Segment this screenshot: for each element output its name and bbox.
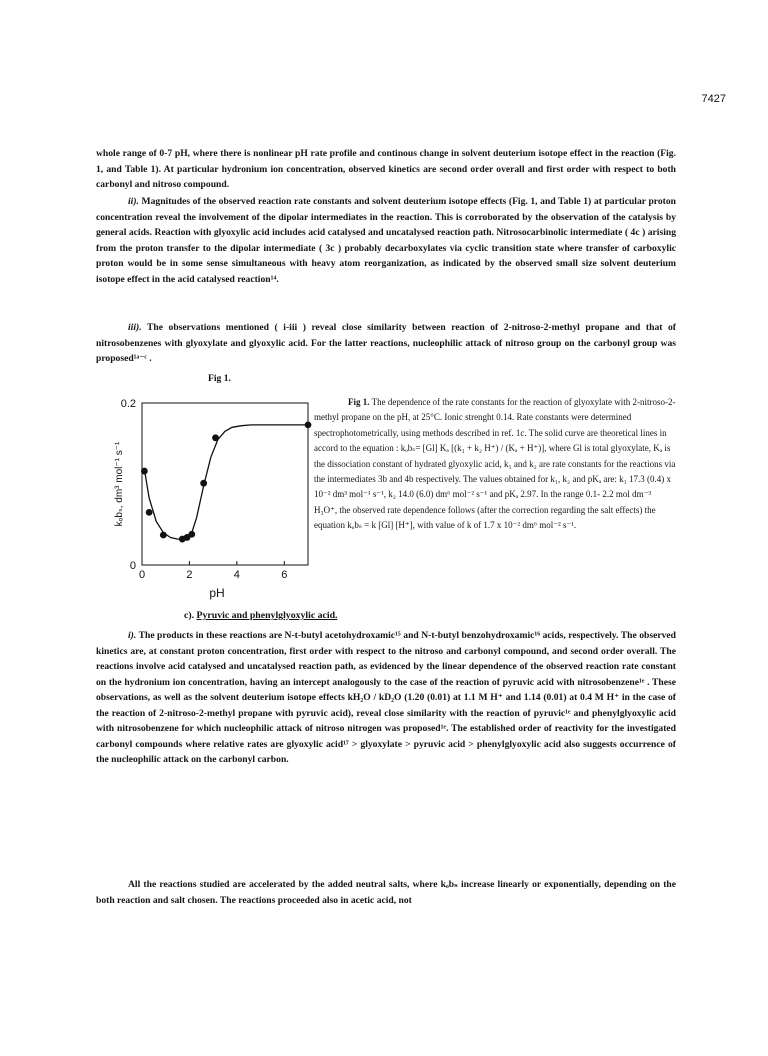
y-tick-label: 0.2: [120, 398, 136, 410]
paragraph-2-number: ii).: [128, 196, 139, 207]
data-point: [188, 531, 195, 538]
paragraph-2-text: Magnitudes of the observed reaction rate constants and solvent deuterium isotope effects (Fig. 1, and Table 1) at particular proton concentration reveal the involvement of the dipolar intermediates in the reaction. This is corroborated by the observation of the catalysis by general acids. Reaction with glyoxylic acid includes acid catalysed and uncatalysed reaction path. Nitrosocarbinolic intermediate ( 4c ) arising from the proton transfer to the dipolar intermediate ( 3c ) probably decarboxylates via cyclic transition state where transfer of carboxylic proton would be in some sense simultaneous with heavy atom reorganization, as indicated by the observed small size solvent deuterium isotope effect in the acid catalysed reaction¹⁴.: [96, 196, 676, 285]
section-heading-title: Pyruvic and phenylglyoxylic acid.: [196, 610, 338, 621]
data-point: [212, 434, 219, 441]
paragraph-1-text: whole range of 0-7 pH, where there is nonlinear pH rate profile and continous change in solvent deuterium isotope effect in the reaction (Fig. 1, and Table 1). At particular hydronium ion concentration, observed kinetics are second order overall and first order with respect to both carbonyl and nitroso compound.: [96, 148, 676, 190]
data-point: [160, 532, 167, 539]
data-point: [146, 509, 153, 516]
section-heading-prefix: c).: [184, 610, 195, 621]
x-tick-label: 4: [233, 569, 240, 581]
caption-title: Fig 1.: [348, 397, 370, 407]
section-heading: [184, 610, 338, 621]
paragraph-4-text: The products in these reactions are N-t-butyl acetohydroxamic¹⁵ and N-t-butyl benzohydroxamic¹⁶ acids, respectively. The observed kinetics are, at constant proton concentration, first order with respect to the nitroso and carbonyl compound, and second order overall. The reactions involve acid catalysed and uncatalysed reaction path, as evidenced by the linear dependence of the observed reaction rate constant on the hydronium ion concentration, having an intercept analogously to the case of the reaction of pyruvic acid with nitrosobenzene¹ᵉ . These observations, as well as the solvent deuterium isotope effects kH₂O / kD₂O (1.20 (0.01) at 1.1 M H⁺ and 1.14 (0.01) at 0.4 M H⁺ in the case of the reaction of 2-nitroso-2-methyl propane with pyruvic acid), reveal close similarity with the reaction of pyruvic¹ᵉ and phenylglyoxylic acid with nitrosobenzene for which nucleophilic attack of nitroso nitrogen was proposed¹ᵉ. The established order of reactivity for the investigated carbonyl compounds where relative rates are glyoxylic acid¹⁷ > glyoxylate > pyruvic acid > phenylglyoxylic acid also suggests occurrence of the nucleophilic attack on the carbonyl carbon.: [96, 630, 676, 765]
paragraph-5-text: All the reactions studied are accelerated by the added neutral salts, where kₒbₛ increase linearly or exponentially, depending on the both reaction and salt chosen. The reactions proceeded also in acetic acid, not: [96, 879, 676, 906]
theoretical-curve: [144, 425, 308, 539]
paragraph-4: [96, 628, 676, 768]
figure-label: Fig 1.: [208, 373, 231, 384]
paragraph-3-number: iii).: [128, 322, 142, 333]
paragraph-5: [96, 877, 676, 908]
paragraph-2: [96, 194, 676, 287]
caption-text: The dependence of the rate constants for the reaction of glyoxylate with 2-nitroso-2-methyl propane on the pH, at 25°C. Ionic strenght 0.14. Rate constants were determined spectrophotometrically, using methods described in ref. 1c. The solid curve are theoretical lines in accord to the equation : kₒbₛ= [Gl] Kₐ [(k₁ + k₂ H⁺) / (Kₐ + H⁺)], where Gl is total glyoxylate, Kₐ is the dissociation constant of hydrated glyoxylic acid, k₁ and k₂ are rate constants for the reactions via the intermediates 3b and 4b respectively. The values obtained for k₁, k₂ and pKₐ are: k₁ 17.3 (0.4) x 10⁻² dm³ mol⁻¹ s⁻¹, k₂ 14.0 (6.0) dm⁶ mol⁻² s⁻¹ and pKₐ 2.97. In the range 0.1- 2.2 mol dm⁻³ H₃O⁺, the observed rate dependence follows (after the correction regarding the salt effects) the equation kₒbₛ = k [Gl] [H⁺], with value of k of 1.7 x 10⁻² dm⁶ mol⁻² s⁻¹.: [314, 397, 676, 531]
figure-chart: [100, 385, 330, 610]
paragraph-1: [96, 146, 676, 193]
y-axis-label: kₒbₛ, dm³ mol⁻¹ s⁻¹: [114, 441, 125, 527]
data-point: [305, 421, 312, 428]
y-tick-label: 0: [129, 560, 136, 572]
chart-svg: [100, 385, 330, 610]
paragraph-3: [96, 320, 676, 367]
data-point: [200, 480, 207, 487]
paragraph-4-number: i).: [128, 630, 137, 641]
page-number: 7427: [701, 93, 726, 105]
x-tick-label: 0: [138, 569, 146, 581]
plot-frame: [142, 403, 308, 565]
figure-caption: [314, 395, 676, 534]
x-axis-label: pH: [209, 586, 225, 600]
data-point: [141, 468, 148, 475]
x-tick-label: 2: [186, 569, 193, 581]
x-tick-label: 6: [281, 569, 288, 581]
paragraph-3-text: The observations mentioned ( i-iii ) reveal close similarity between reaction of 2-nitroso-2-methyl propane and that of nitrosobenzenes with glyoxylate and glyoxylic acid. For the latter reactions, nucleophilic attack of nitroso group on the carbonyl group was proposed¹ᵃ⁻ᶜ .: [96, 322, 676, 364]
